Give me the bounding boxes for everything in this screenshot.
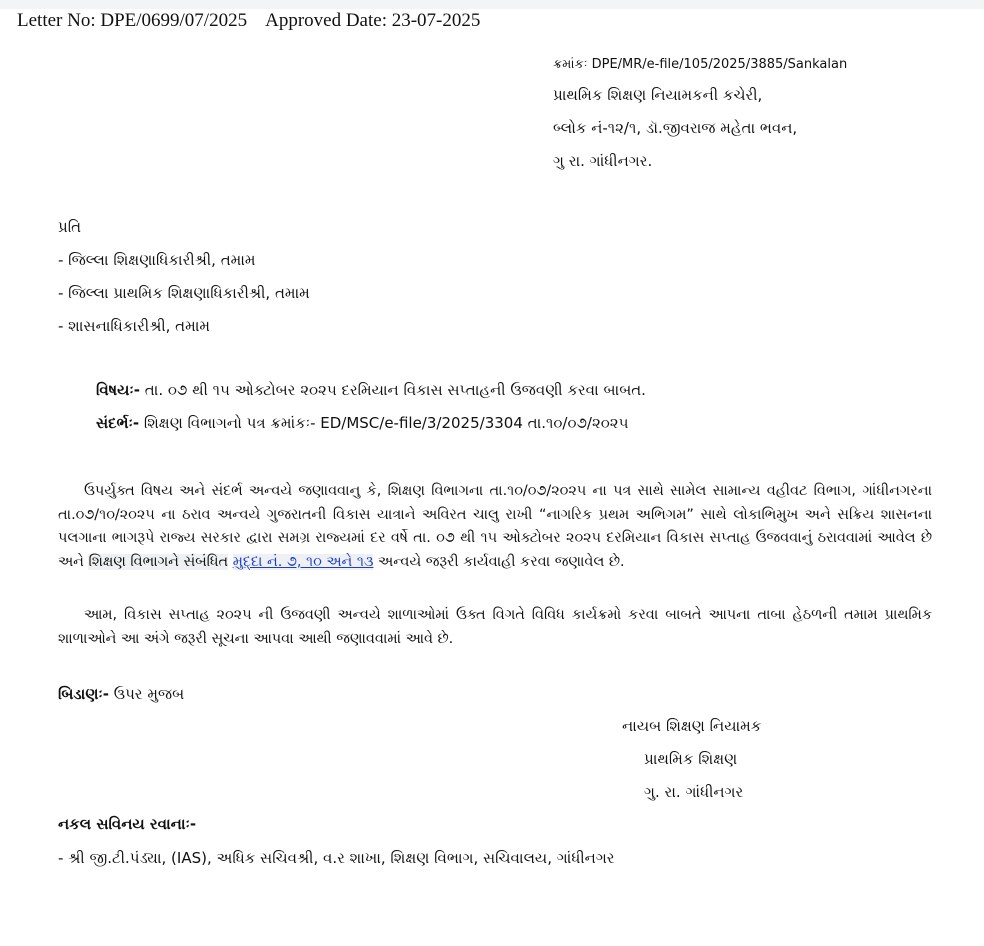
signature-location: ગુ. રા. ગાંધીનગર — [644, 783, 744, 801]
reference-line — [96, 414, 628, 432]
reference-text: શિક્ષણ વિભાગનો પત્ર ક્રમાંકઃ- ED/MSC/e-file/3/2025/3304 તા.૧૦/૦૭/૨૦૨૫ — [139, 414, 629, 432]
subject-line — [96, 381, 646, 399]
paragraph-1-highlight: શિક્ષણ વિભાગને સંબંધિત — [88, 553, 229, 570]
office-reference-number — [553, 57, 847, 72]
enclosure-line — [58, 685, 184, 703]
signature-designation: નાયબ શિક્ષણ નિયામક — [622, 717, 762, 735]
approved-date: Approved Date: 23-07-2025 — [265, 10, 481, 31]
body-paragraph-2 — [58, 604, 932, 651]
paragraph-1-text: ઉપર્યુક્ત વિષય અને સંદર્ભ અન્વયે જણાવવાનુ કે, શિક્ષણ વિભાગના તા.૧૦/૦૭/૨૦૨૫ ના પત્ર સાથે સામેલ સામાન્ય વહીવટ વિભાગ, ગાંધીનગરના તા.૦૭/૧૦/૨૦૨૫ ના ઠરાવ અન્વયે ગુજરાતની વિકાસ યાત્રાને અવિરત ચાલુ રાખી “નાગરિક પ્રથમ અભિગમ” સાથે લોકાભિમુખ અને સક્રિય શાસનના પલગાના ભાગરૂપે રાજ્ય સરકાર દ્વારા સમગ્ર રાજ્યમાં દર વર્ષે તા. ૦૭ થી ૧૫ ઓક્ટોબર ૨૦૨૫ દરમિયાન વિકાસ સપ્તાહ ઉજવવાનું ઠરાવવામાં આવેલ છે અને — [58, 483, 932, 570]
signature-department: પ્રાથમિક શિક્ષણ — [644, 750, 738, 768]
office-address-line-3: ગુ રા. ગાંધીનગર. — [553, 152, 653, 170]
points-link[interactable]: મુદ્દા નં. ૭, ૧૦ અને ૧૩ — [232, 553, 374, 570]
subject-label: વિષયઃ- — [96, 381, 140, 399]
enclosure-label: બિડાણઃ- — [58, 685, 109, 703]
enclosure-text: ઉપર મુજબ — [108, 685, 185, 703]
recipient-item: - જિલ્લા પ્રાથમિક શિક્ષણાધિકારીશ્રી, તમામ — [58, 284, 310, 302]
paragraph-1-space — [228, 554, 233, 570]
paragraph-2-text: આમ, વિકાસ સપ્તાહ ૨૦૨૫ ની ઉજવણી અન્વયે શાળાઓમાં ઉક્ત વિગતે વિવિધ કાર્યક્રમો કરવા બાબતે આપના તાબા હેઠળની તમામ પ્રાથમિક શાળાઓને આ અંગે જરૂરી સૂચના આપવા આથી જણાવવામાં આવે છે. — [58, 607, 932, 647]
reference-label: સંદર્ભઃ- — [96, 414, 140, 432]
top-toolbar-strip — [0, 0, 984, 9]
body-paragraph-1 — [58, 480, 932, 574]
recipients-prati: પ્રતિ — [58, 218, 82, 236]
subject-text: તા. ૦૭ થી ૧૫ ઓક્ટોબર ૨૦૨૫ દરમિયાન વિકાસ સપ્તાહની ઉજવણી કરવા બાબત. — [139, 381, 646, 399]
copy-to-title: નકલ સવિનય રવાનાઃ- — [58, 815, 197, 833]
letter-number: Letter No: DPE/0699/07/2025 — [17, 10, 248, 31]
office-address-line-1: પ્રાથમિક શિક્ષણ નિયામકની કચેરી, — [553, 86, 763, 104]
reference-number-value: DPE/MR/e-file/105/2025/3885/Sankalan — [591, 57, 848, 72]
reference-number-label: ક્રમાંકઃ — [553, 57, 588, 72]
recipient-item: - શાસનાધિકારીશ્રી, તમામ — [58, 317, 210, 335]
letter-header — [17, 10, 480, 32]
copy-to-item: - શ્રી જી.ટી.પંડ્યા, (IAS), અધિક સચિવશ્રી, વ.ર શાખા, શિક્ષણ વિભાગ, સચિવાલય, ગાંધીનગર — [58, 849, 615, 867]
office-address-line-2: બ્લોક નં-૧૨/૧, ડૉ.જીવરાજ મહેતા ભવન, — [553, 119, 798, 137]
recipient-item: - જિલ્લા શિક્ષણાધિકારીશ્રી, તમામ — [58, 251, 256, 269]
paragraph-1-ending: અન્વયે જરૂરી કાર્યવાહી કરવા જણાવેલ છે. — [373, 553, 625, 570]
